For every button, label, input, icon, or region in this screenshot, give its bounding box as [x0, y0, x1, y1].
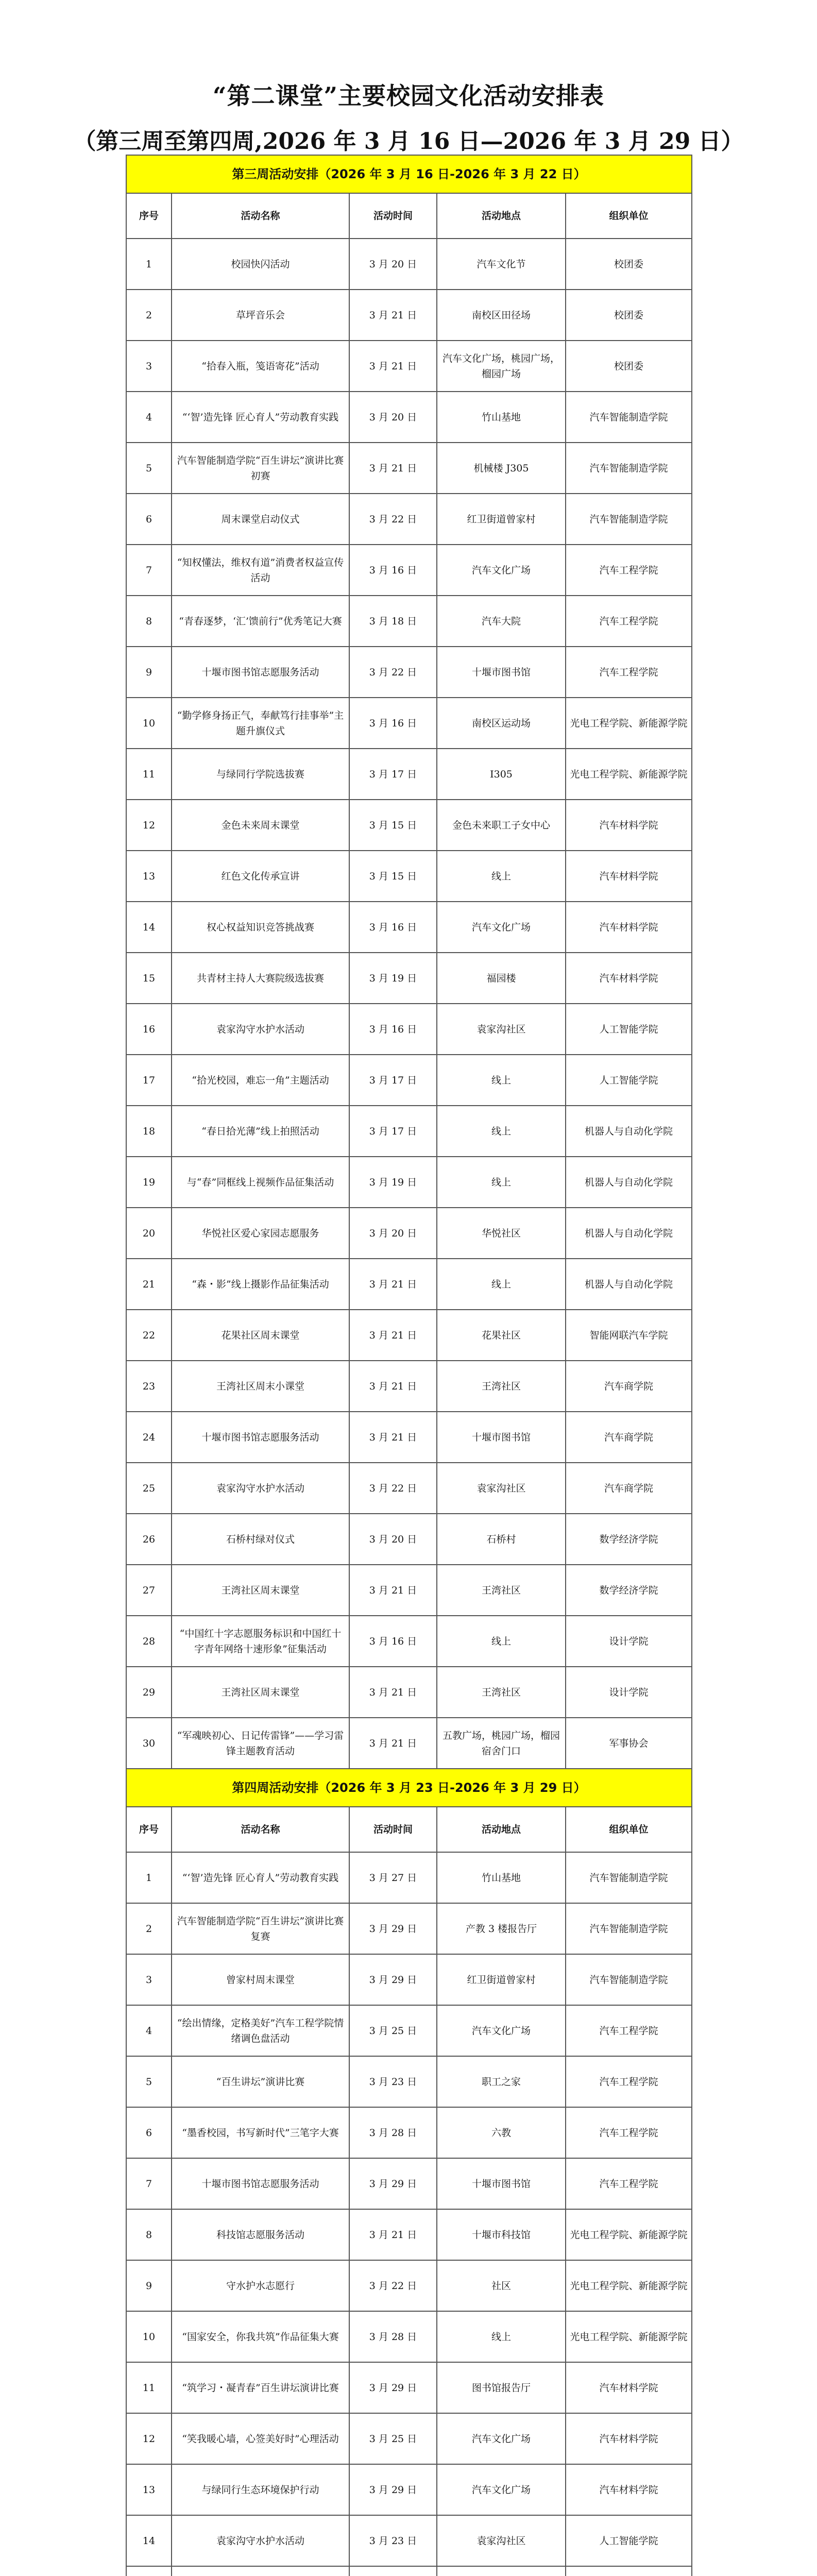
activity-place-cell: 王湾社区 — [437, 1361, 566, 1412]
organizer-cell: 汽车工程学院 — [566, 2107, 692, 2158]
organizer-cell: 汽车工程学院 — [566, 2056, 692, 2107]
activity-place-cell: 线上 — [437, 1259, 566, 1310]
seq-number-cell: 29 — [126, 1667, 172, 1718]
organizer-cell: 光电工程学院、新能源学院 — [566, 2311, 692, 2362]
table-row — [126, 2566, 692, 2576]
organizer-cell: 汽车材料学院 — [566, 2413, 692, 2464]
seq-number-cell: 1 — [126, 239, 172, 290]
table-row — [126, 596, 692, 647]
column-header-no: 序号 — [126, 1807, 172, 1852]
organizer-cell: 设计学院 — [566, 1667, 692, 1718]
activity-place-cell: 机械楼 J305 — [437, 443, 566, 494]
activity-place-cell: 五教广场，桃园广场，榴园宿舍门口 — [437, 1718, 566, 1769]
seq-number-cell: 9 — [126, 2260, 172, 2311]
activity-name-cell: 王湾社区周末课堂 — [172, 1565, 349, 1616]
seq-number-cell: 25 — [126, 1463, 172, 1514]
activity-name-cell: “拾光校园，难忘一角”主题活动 — [172, 1055, 349, 1106]
activity-name-cell: “森・影”线上摄影作品征集活动 — [172, 1259, 349, 1310]
activity-place-cell: 十堰市图书馆 — [437, 647, 566, 698]
activity-place-cell: 金色未来职工子女中心 — [437, 800, 566, 851]
table-row — [126, 2515, 692, 2566]
column-header-no: 序号 — [126, 193, 172, 239]
schedule-table-body — [126, 155, 692, 2576]
activity-time-cell: 3 月 20 日 — [349, 239, 437, 290]
organizer-cell: 人工智能学院 — [566, 1055, 692, 1106]
activity-time-cell: 3 月 21 日 — [349, 1259, 437, 1310]
activity-name-cell: 袁家沟守水护水活动 — [172, 1004, 349, 1055]
activity-place-cell: 图书馆报告厅 — [437, 2362, 566, 2413]
organizer-cell: 汽车商学院 — [566, 1412, 692, 1463]
organizer-cell: 汽车工程学院 — [566, 647, 692, 698]
seq-number-cell: 26 — [126, 1514, 172, 1565]
activity-name-cell: 守水护水志愿行 — [172, 2260, 349, 2311]
organizer-cell: 光电工程学院、新能源学院 — [566, 698, 692, 749]
table-row — [126, 851, 692, 902]
schedule-table — [126, 155, 692, 2576]
seq-number-cell: 13 — [126, 2464, 172, 2515]
activity-place-cell: 线上 — [437, 851, 566, 902]
table-row — [126, 1259, 692, 1310]
column-header-place: 活动地点 — [437, 1807, 566, 1852]
organizer-cell: 军事协会 — [566, 1718, 692, 1769]
activity-name-cell: “拾春入瓶，笺语寄花”活动 — [172, 341, 349, 392]
table-row — [126, 290, 692, 341]
organizer-cell: 汽车智能制造学院 — [566, 443, 692, 494]
activity-time-cell: 3 月 25 日 — [349, 2005, 437, 2056]
column-header-org: 组织单位 — [566, 193, 692, 239]
seq-number-cell: 20 — [126, 1208, 172, 1259]
seq-number-cell: 6 — [126, 2107, 172, 2158]
activity-time-cell: 3 月 18 日 — [349, 596, 437, 647]
activity-place-cell: 汽车文化广场 — [437, 2464, 566, 2515]
seq-number-cell: 2 — [126, 1903, 172, 1954]
table-row — [126, 239, 692, 290]
activity-place-cell: 竹山基地 — [437, 392, 566, 443]
organizer-cell: 汽车商学院 — [566, 1463, 692, 1514]
column-header-place: 活动地点 — [437, 193, 566, 239]
organizer-cell: 汽车材料学院 — [566, 953, 692, 1004]
activity-place-cell: 红卫街道曾家村 — [437, 1954, 566, 2005]
activity-place-cell: 产教 3 楼报告厅 — [437, 1903, 566, 1954]
organizer-cell: 光电工程学院、新能源学院 — [566, 749, 692, 800]
activity-time-cell: 3 月 17 日 — [349, 749, 437, 800]
table-row — [126, 1361, 692, 1412]
activity-place-cell: I305 — [437, 749, 566, 800]
table-row — [126, 2209, 692, 2260]
activity-place-cell: 汽车文化广场 — [437, 902, 566, 953]
table-row — [126, 1852, 692, 1903]
activity-time-cell: 3 月 21 日 — [349, 1412, 437, 1463]
table-row — [126, 2005, 692, 2056]
seq-number-cell: 4 — [126, 392, 172, 443]
activity-time-cell: 3 月 21 日 — [349, 1667, 437, 1718]
organizer-cell: 校团委 — [566, 341, 692, 392]
activity-name-cell: “知权懂法，维权有道”消费者权益宣传活动 — [172, 545, 349, 596]
document-title: “第二课堂”主要校园文化活动安排表 — [213, 82, 604, 110]
activity-time-cell: 3 月 21 日 — [349, 341, 437, 392]
seq-number-cell: 12 — [126, 2413, 172, 2464]
column-header-time: 活动时间 — [349, 1807, 437, 1852]
seq-number-cell: 27 — [126, 1565, 172, 1616]
activity-name-cell: 华悦社区爱心家园志愿服务 — [172, 1208, 349, 1259]
seq-number-cell: 8 — [126, 2209, 172, 2260]
activity-name-cell: “笑我暖心墙，心签美好时”心理活动 — [172, 2413, 349, 2464]
activity-name-cell: 科技馆志愿服务活动 — [172, 2209, 349, 2260]
activity-place-cell: 红卫街道曾家村 — [437, 494, 566, 545]
activity-place-cell: 袁家沟社区 — [437, 1463, 566, 1514]
organizer-cell: 机器人与自动化学院 — [566, 1157, 692, 1208]
activity-name-cell: 汽车智能制造学院“百生讲坛”演讲比赛初赛 — [172, 443, 349, 494]
table-row — [126, 2464, 692, 2515]
seq-number-cell: 28 — [126, 1616, 172, 1667]
activity-name-cell: “青春逐梦，‘汇’馈前行”优秀笔记大赛 — [172, 596, 349, 647]
organizer-cell: 汽车工程学院 — [566, 545, 692, 596]
activity-place-cell: 线上 — [437, 2311, 566, 2362]
seq-number-cell: 21 — [126, 1259, 172, 1310]
activity-time-cell: 3 月 21 日 — [349, 1361, 437, 1412]
activity-time-cell: 3 月 21 日 — [349, 443, 437, 494]
activity-name-cell: “绘出情缘，定格美好”汽车工程学院情绪调色盘活动 — [172, 2005, 349, 2056]
column-header-time: 活动时间 — [349, 193, 437, 239]
activity-place-cell: 福园楼 — [437, 953, 566, 1004]
table-row — [126, 953, 692, 1004]
week-section-header — [126, 155, 692, 193]
activity-time-cell: 3 月 25 日 — [349, 2413, 437, 2464]
activity-name-cell: “春日拾光薄”线上拍照活动 — [172, 1106, 349, 1157]
table-row — [126, 545, 692, 596]
activity-time-cell: 3 月 29 日 — [349, 2464, 437, 2515]
table-row — [126, 1667, 692, 1718]
table-row — [126, 749, 692, 800]
seq-number-cell: 5 — [126, 2056, 172, 2107]
organizer-cell: 数学经济学院 — [566, 1514, 692, 1565]
seq-number-cell: 14 — [126, 2515, 172, 2566]
activity-time-cell: 3 月 27 日 — [349, 1852, 437, 1903]
activity-time-cell: 3 月 20 日 — [349, 392, 437, 443]
organizer-cell — [566, 2566, 692, 2576]
activity-name-cell: “百生讲坛”演讲比赛 — [172, 2056, 349, 2107]
organizer-cell: 汽车智能制造学院 — [566, 392, 692, 443]
activity-time-cell: 3 月 20 日 — [349, 1208, 437, 1259]
activity-place-cell: 十堰市图书馆 — [437, 2158, 566, 2209]
seq-number-cell: 10 — [126, 698, 172, 749]
organizer-cell: 机器人与自动化学院 — [566, 1208, 692, 1259]
organizer-cell: 汽车材料学院 — [566, 851, 692, 902]
organizer-cell: 光电工程学院、新能源学院 — [566, 2209, 692, 2260]
organizer-cell: 校团委 — [566, 290, 692, 341]
activity-time-cell: 3 月 22 日 — [349, 2260, 437, 2311]
activity-name-cell: 共青材主持人大赛院级选拔赛 — [172, 953, 349, 1004]
activity-time-cell: 3 月 21 日 — [349, 290, 437, 341]
table-row — [126, 902, 692, 953]
table-row — [126, 2362, 692, 2413]
seq-number-cell: 23 — [126, 1361, 172, 1412]
activity-place-cell: 王湾社区 — [437, 1667, 566, 1718]
activity-place-cell: 南校区运动场 — [437, 698, 566, 749]
seq-number-cell: 18 — [126, 1106, 172, 1157]
activity-place-cell: 线上 — [437, 1055, 566, 1106]
activity-time-cell: 3 月 29 日 — [349, 1903, 437, 1954]
table-row — [126, 1055, 692, 1106]
activity-place-cell: 线上 — [437, 1106, 566, 1157]
activity-time-cell: 3 月 29 日 — [349, 1954, 437, 2005]
seq-number-cell: 7 — [126, 2158, 172, 2209]
activity-place-cell: 六教 — [437, 2107, 566, 2158]
activity-time-cell: 3 月 16 日 — [349, 1616, 437, 1667]
organizer-cell: 汽车智能制造学院 — [566, 1903, 692, 1954]
activity-place-cell: 线上 — [437, 1616, 566, 1667]
activity-time-cell: 3 月 29 日 — [349, 2158, 437, 2209]
activity-place-cell: 花果社区 — [437, 1310, 566, 1361]
column-header-org: 组织单位 — [566, 1807, 692, 1852]
organizer-cell: 汽车材料学院 — [566, 2464, 692, 2515]
activity-place-cell: 袁家沟社区 — [437, 1004, 566, 1055]
table-row — [126, 2158, 692, 2209]
seq-number-cell: 6 — [126, 494, 172, 545]
table-row — [126, 647, 692, 698]
activity-time-cell: 3 月 22 日 — [349, 647, 437, 698]
table-row — [126, 443, 692, 494]
table-row — [126, 1514, 692, 1565]
seq-number-cell: 2 — [126, 290, 172, 341]
table-row — [126, 1903, 692, 1954]
activity-place-cell: 线上 — [437, 1157, 566, 1208]
organizer-cell: 人工智能学院 — [566, 1004, 692, 1055]
seq-number-cell: 15 — [126, 953, 172, 1004]
activity-name-cell: 红色文化传承宣讲 — [172, 851, 349, 902]
organizer-cell: 机器人与自动化学院 — [566, 1259, 692, 1310]
activity-place-cell: 袁家沟社区 — [437, 2515, 566, 2566]
activity-time-cell: 3 月 28 日 — [349, 2107, 437, 2158]
activity-place-cell — [437, 2566, 566, 2576]
table-row — [126, 1565, 692, 1616]
activity-time-cell — [349, 2566, 437, 2576]
activity-name-cell: 权心权益知识竞答挑战赛 — [172, 902, 349, 953]
seq-number-cell: 3 — [126, 1954, 172, 2005]
activity-place-cell: 十堰市科技馆 — [437, 2209, 566, 2260]
seq-number-cell: 7 — [126, 545, 172, 596]
organizer-cell: 汽车工程学院 — [566, 596, 692, 647]
activity-time-cell: 3 月 16 日 — [349, 1004, 437, 1055]
organizer-cell: 汽车商学院 — [566, 1361, 692, 1412]
table-row — [126, 1208, 692, 1259]
activity-name-cell: 曾家村周末课堂 — [172, 1954, 349, 2005]
seq-number-cell: 11 — [126, 749, 172, 800]
activity-place-cell: 汽车文化广场 — [437, 545, 566, 596]
table-row — [126, 1310, 692, 1361]
seq-number-cell: 1 — [126, 1852, 172, 1903]
activity-place-cell: 十堰市图书馆 — [437, 1412, 566, 1463]
activity-place-cell: 汽车文化节 — [437, 239, 566, 290]
table-row — [126, 1106, 692, 1157]
organizer-cell: 汽车工程学院 — [566, 2158, 692, 2209]
organizer-cell: 汽车智能制造学院 — [566, 1852, 692, 1903]
table-row — [126, 341, 692, 392]
organizer-cell: 汽车工程学院 — [566, 2005, 692, 2056]
activity-time-cell: 3 月 15 日 — [349, 800, 437, 851]
organizer-cell: 校团委 — [566, 239, 692, 290]
activity-place-cell: 石桥村 — [437, 1514, 566, 1565]
activity-name-cell: 十堰市图书馆志愿服务活动 — [172, 2158, 349, 2209]
column-header-name: 活动名称 — [172, 1807, 349, 1852]
seq-number-cell: 19 — [126, 1157, 172, 1208]
table-row — [126, 2056, 692, 2107]
activity-name-cell: 王湾社区周末课堂 — [172, 1667, 349, 1718]
activity-time-cell: 3 月 17 日 — [349, 1106, 437, 1157]
activity-place-cell: 南校区田径场 — [437, 290, 566, 341]
seq-number-cell: 11 — [126, 2362, 172, 2413]
seq-number-cell: 12 — [126, 800, 172, 851]
activity-time-cell: 3 月 15 日 — [349, 851, 437, 902]
seq-number-cell: 5 — [126, 443, 172, 494]
organizer-cell: 汽车材料学院 — [566, 800, 692, 851]
activity-name-cell: “军魂映初心、日记传雷锋”——学习雷锋主题教育活动 — [172, 1718, 349, 1769]
seq-number-cell: 22 — [126, 1310, 172, 1361]
activity-time-cell: 3 月 28 日 — [349, 2311, 437, 2362]
activity-place-cell: 汽车大院 — [437, 596, 566, 647]
column-header-name: 活动名称 — [172, 193, 349, 239]
activity-time-cell: 3 月 21 日 — [349, 1565, 437, 1616]
activity-name-cell: “筑学习・凝青春”百生讲坛演讲比赛 — [172, 2362, 349, 2413]
activity-name-cell: 金色未来周末课堂 — [172, 800, 349, 851]
table-row — [126, 698, 692, 749]
activity-place-cell: 竹山基地 — [437, 1852, 566, 1903]
seq-number-cell: 14 — [126, 902, 172, 953]
activity-place-cell: 社区 — [437, 2260, 566, 2311]
activity-name-cell: 王湾社区周末小课堂 — [172, 1361, 349, 1412]
activity-place-cell: 汽车文化广场，桃园广场，榴园广场 — [437, 341, 566, 392]
table-row — [126, 1004, 692, 1055]
table-row — [126, 2311, 692, 2362]
activity-name-cell: 周末课堂启动仪式 — [172, 494, 349, 545]
activity-name-cell: 汽车智能制造学院“百生讲坛”演讲比赛复赛 — [172, 1903, 349, 1954]
activity-name-cell: 与绿同行生态环境保护行动 — [172, 2464, 349, 2515]
seq-number-cell: 10 — [126, 2311, 172, 2362]
activity-name-cell: 与“春”同框线上视频作品征集活动 — [172, 1157, 349, 1208]
activity-name-cell: 十堰市图书馆志愿服务活动 — [172, 1412, 349, 1463]
table-row — [126, 1157, 692, 1208]
activity-name-cell: “勤学修身扬正气，奉献笃行挂事举”主题升旗仪式 — [172, 698, 349, 749]
table-row — [126, 494, 692, 545]
activity-name-cell: 草坪音乐会 — [172, 290, 349, 341]
activity-name-cell: 袁家沟守水护水活动 — [172, 1463, 349, 1514]
organizer-cell: 汽车材料学院 — [566, 2362, 692, 2413]
activity-place-cell: 汽车文化广场 — [437, 2005, 566, 2056]
seq-number-cell: 30 — [126, 1718, 172, 1769]
seq-number-cell: 13 — [126, 851, 172, 902]
column-header-row — [126, 193, 692, 239]
activity-name-cell: 校园快闪活动 — [172, 239, 349, 290]
table-row — [126, 1616, 692, 1667]
activity-time-cell: 3 月 22 日 — [349, 494, 437, 545]
table-row — [126, 2107, 692, 2158]
organizer-cell: 汽车材料学院 — [566, 902, 692, 953]
seq-number-cell: 3 — [126, 341, 172, 392]
activity-time-cell: 3 月 20 日 — [349, 1514, 437, 1565]
table-row — [126, 1718, 692, 1769]
week-section-title: 第三周活动安排（2026 年 3 月 16 日-2026 年 3 月 22 日） — [126, 155, 692, 193]
organizer-cell: 设计学院 — [566, 1616, 692, 1667]
seq-number-cell: 16 — [126, 1004, 172, 1055]
activity-place-cell: 王湾社区 — [437, 1565, 566, 1616]
activity-place-cell: 汽车文化广场 — [437, 2413, 566, 2464]
activity-name-cell: 与绿同行学院选拔赛 — [172, 749, 349, 800]
activity-time-cell: 3 月 16 日 — [349, 545, 437, 596]
activity-name-cell: “中国红十字志愿服务标识和中国红十字青年网络十速形象”征集活动 — [172, 1616, 349, 1667]
activity-place-cell: 职工之家 — [437, 2056, 566, 2107]
table-row — [126, 800, 692, 851]
activity-time-cell: 3 月 23 日 — [349, 2515, 437, 2566]
activity-time-cell: 3 月 17 日 — [349, 1055, 437, 1106]
table-row — [126, 1412, 692, 1463]
activity-name-cell: 十堰市图书馆志愿服务活动 — [172, 647, 349, 698]
organizer-cell: 智能网联汽车学院 — [566, 1310, 692, 1361]
activity-time-cell: 3 月 21 日 — [349, 2209, 437, 2260]
table-row — [126, 2260, 692, 2311]
seq-number-cell: 17 — [126, 1055, 172, 1106]
table-row — [126, 1954, 692, 2005]
activity-name-cell: “‘智’造先锋 匠心育人”劳动教育实践 — [172, 1852, 349, 1903]
activity-name-cell: “国家安全，你我共筑”作品征集大赛 — [172, 2311, 349, 2362]
organizer-cell: 数学经济学院 — [566, 1565, 692, 1616]
activity-time-cell: 3 月 19 日 — [349, 1157, 437, 1208]
activity-time-cell: 3 月 16 日 — [349, 698, 437, 749]
activity-name-cell: “墨香校园，书写新时代”三笔字大赛 — [172, 2107, 349, 2158]
organizer-cell: 汽车智能制造学院 — [566, 1954, 692, 2005]
activity-place-cell: 华悦社区 — [437, 1208, 566, 1259]
column-header-row — [126, 1807, 692, 1852]
organizer-cell: 汽车智能制造学院 — [566, 494, 692, 545]
document-subtitle: （第三周至第四周,2026 年 3 月 16 日—2026 年 3 月 29 日） — [73, 128, 744, 155]
activity-time-cell: 3 月 19 日 — [349, 953, 437, 1004]
activity-name-cell: “‘智’造先锋 匠心育人”劳动教育实践 — [172, 392, 349, 443]
activity-name-cell: 石桥村绿对仪式 — [172, 1514, 349, 1565]
activity-time-cell: 3 月 23 日 — [349, 2056, 437, 2107]
seq-number-cell — [126, 2566, 172, 2576]
week-section-title: 第四周活动安排（2026 年 3 月 23 日-2026 年 3 月 29 日） — [126, 1769, 692, 1807]
seq-number-cell: 24 — [126, 1412, 172, 1463]
activity-name-cell: 花果社区周末课堂 — [172, 1310, 349, 1361]
activity-time-cell: 3 月 21 日 — [349, 1718, 437, 1769]
activity-time-cell: 3 月 29 日 — [349, 2362, 437, 2413]
seq-number-cell: 9 — [126, 647, 172, 698]
activity-name-cell: 袁家沟守水护水活动 — [172, 2515, 349, 2566]
activity-time-cell: 3 月 16 日 — [349, 902, 437, 953]
activity-name-cell — [172, 2566, 349, 2576]
activity-time-cell: 3 月 22 日 — [349, 1463, 437, 1514]
organizer-cell: 机器人与自动化学院 — [566, 1106, 692, 1157]
week-section-header — [126, 1769, 692, 1807]
seq-number-cell: 4 — [126, 2005, 172, 2056]
seq-number-cell: 8 — [126, 596, 172, 647]
table-row — [126, 2413, 692, 2464]
table-row — [126, 1463, 692, 1514]
table-row — [126, 392, 692, 443]
organizer-cell: 光电工程学院、新能源学院 — [566, 2260, 692, 2311]
activity-time-cell: 3 月 21 日 — [349, 1310, 437, 1361]
organizer-cell: 人工智能学院 — [566, 2515, 692, 2566]
